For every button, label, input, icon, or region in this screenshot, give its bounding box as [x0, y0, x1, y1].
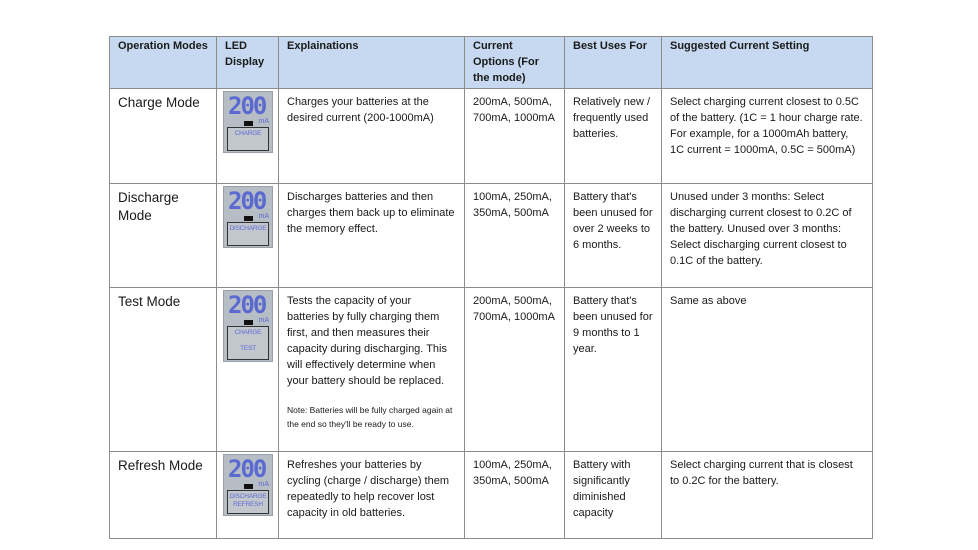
led-display-cell	[217, 288, 279, 452]
lcd-display	[223, 454, 273, 516]
lcd-mode-label: CHARGE	[234, 130, 262, 137]
header-operation-modes: Operation Modes	[110, 37, 217, 89]
lcd-mode-box	[227, 326, 269, 360]
lcd-unit: mA	[258, 481, 269, 488]
lcd-display	[223, 91, 273, 153]
best-uses: Battery with significantly diminished capacity	[565, 452, 662, 539]
lcd-unit: mA	[258, 118, 269, 125]
explanation-cell	[279, 288, 465, 452]
lcd-mode-label: TEST	[240, 345, 256, 352]
explanation: Discharges batteries and then charges them back up to eliminate the memory effect.	[279, 184, 465, 288]
operation-modes-table	[109, 36, 873, 539]
table-row-discharge-mode	[110, 184, 873, 288]
header-best-uses: Best Uses For	[565, 37, 662, 89]
best-uses: Relatively new / frequently used batteries.	[565, 89, 662, 184]
current-options: 100mA, 250mA, 350mA, 500mA	[465, 452, 565, 539]
suggested-setting: Unused under 3 months: Select discharging current closest to 0.2C of the battery. Unused over 3 months: Select discharging current closest to 0.1C of the battery.	[662, 184, 873, 288]
mode-name: Charge Mode	[110, 89, 217, 184]
lcd-mode-box	[227, 222, 269, 246]
header-current-options: Current Options (For the mode)	[465, 37, 565, 89]
table-row-charge-mode	[110, 89, 873, 184]
mode-name: Test Mode	[110, 288, 217, 452]
mode-name: Refresh Mode	[110, 452, 217, 539]
current-options: 100mA, 250mA, 350mA, 500mA	[465, 184, 565, 288]
lcd-mode-label: CHARGE	[234, 329, 262, 336]
table-row-refresh-mode	[110, 452, 873, 539]
explanation: Refreshes your batteries by cycling (charge / discharge) them repeatedly to help recover lost capacity in old batteries.	[279, 452, 465, 539]
mode-name: Discharge Mode	[110, 184, 217, 288]
lcd-indicator-bar	[244, 484, 253, 489]
header-row	[110, 37, 873, 89]
led-display-cell	[217, 89, 279, 184]
suggested-setting: Same as above	[662, 288, 873, 452]
lcd-value: 200	[228, 291, 266, 319]
lcd-unit: mA	[258, 317, 269, 324]
explanation-note: Note: Batteries will be fully charged again at the end so they'll be ready to use.	[287, 405, 453, 429]
lcd-mode-box	[227, 127, 269, 151]
current-options: 200mA, 500mA, 700mA, 1000mA	[465, 89, 565, 184]
suggested-setting: Select charging current closest to 0.5C of the battery. (1C = 1 hour charge rate. For example, for a 1000mAh battery, 1C current = 1000mA, 0.5C = 500mA)	[662, 89, 873, 184]
explanation: Tests the capacity of your batteries by fully charging them first, and then measures their capacity during discharging. This will effectively determine when your battery should be replaced.	[287, 295, 447, 387]
table-row-test-mode	[110, 288, 873, 452]
explanation: Charges your batteries at the desired current (200-1000mA)	[279, 89, 465, 184]
lcd-mode-label: REFRESH	[233, 501, 263, 508]
led-display-cell	[217, 452, 279, 539]
best-uses: Battery that's been unused for 9 months to 1 year.	[565, 288, 662, 452]
lcd-mode-label: DISCHARGE	[229, 225, 267, 232]
lcd-indicator-bar	[244, 121, 253, 126]
current-options: 200mA, 500mA, 700mA, 1000mA	[465, 288, 565, 452]
best-uses: Battery that's been unused for over 2 weeks to 6 months.	[565, 184, 662, 288]
suggested-setting: Select charging current that is closest to 0.2C for the battery.	[662, 452, 873, 539]
lcd-value: 200	[228, 187, 266, 215]
header-led-display: LED Display	[217, 37, 279, 89]
lcd-value: 200	[228, 92, 266, 120]
header-suggested-setting: Suggested Current Setting	[662, 37, 873, 89]
lcd-value: 200	[228, 455, 266, 483]
lcd-display	[223, 290, 273, 362]
lcd-indicator-bar	[244, 320, 253, 325]
header-explanations: Explainations	[279, 37, 465, 89]
lcd-indicator-bar	[244, 216, 253, 221]
led-display-cell	[217, 184, 279, 288]
lcd-mode-box	[227, 490, 269, 514]
lcd-mode-label: DISCHARGE	[229, 493, 267, 500]
lcd-display	[223, 186, 273, 248]
lcd-unit: mA	[258, 213, 269, 220]
